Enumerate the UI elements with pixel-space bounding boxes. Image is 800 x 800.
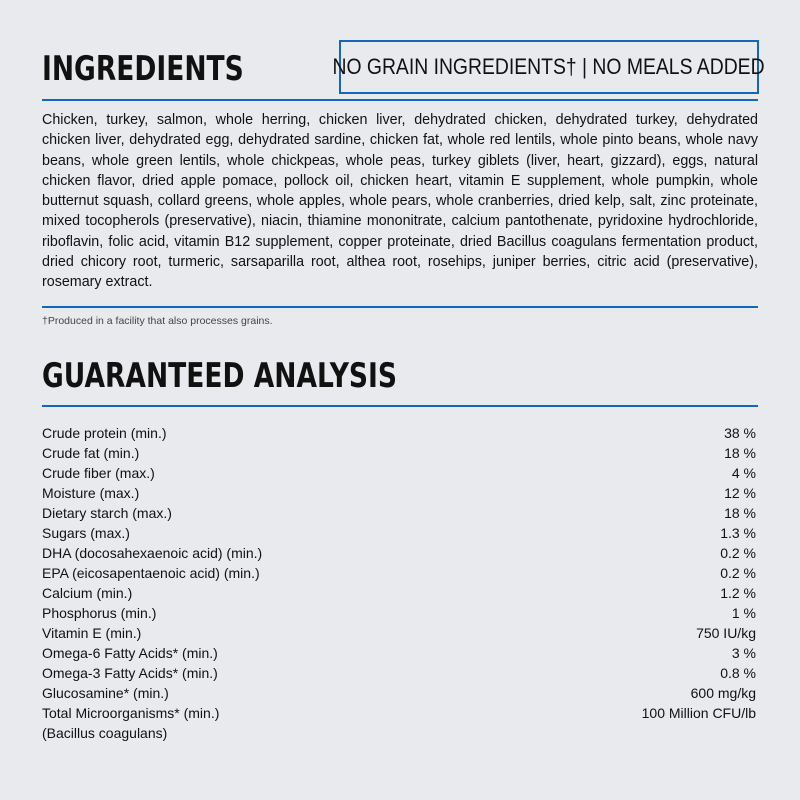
analysis-row bbox=[42, 543, 756, 563]
nutrient-name: Omega-6 Fatty Acids* (min.) bbox=[42, 645, 218, 661]
nutrient-value: 100 Million CFU/lb bbox=[641, 705, 756, 721]
nutrient-value: 750 IU/kg bbox=[696, 625, 756, 641]
nutrient-value: 1 % bbox=[731, 605, 756, 621]
nutrient-value: 18 % bbox=[724, 505, 756, 521]
nutrient-value: 12 % bbox=[724, 485, 756, 501]
nutrient-name: Glucosamine* (min.) bbox=[42, 685, 169, 701]
nutrient-value: 1.3 % bbox=[720, 525, 756, 541]
nutrient-name: Omega-3 Fatty Acids* (min.) bbox=[42, 665, 218, 681]
nutrient-name: Moisture (max.) bbox=[42, 485, 140, 501]
grain-free-badge bbox=[332, 40, 766, 94]
nutrient-name: Crude fiber (max.) bbox=[42, 465, 155, 481]
analysis-row bbox=[42, 683, 756, 703]
nutrient-name: Sugars (max.) bbox=[42, 525, 130, 541]
nutrient-name: EPA (eicosapentaenoic acid) (min.) bbox=[42, 565, 260, 581]
nutrient-name: Crude protein (min.) bbox=[42, 425, 167, 441]
nutrient-name: Dietary starch (max.) bbox=[42, 505, 172, 521]
analysis-row bbox=[42, 503, 756, 523]
analysis-row bbox=[42, 523, 756, 543]
analysis-row bbox=[42, 643, 756, 663]
ingredients-list: Chicken, turkey, salmon, whole herring, chicken liver, dehydrated chicken, dehydrated turkey, dehydrated chicken liver, dehydrated egg, dehydrated sardine, chicken fat, whole red lentils, whole pinto beans, whole navy beans, whole green lentils, whole chickpeas, whole peas, turkey giblets (liver, heart, gizzard), eggs, natural chicken flavor, dried apple pomace, pollock oil, chicken heart, vitamin E supplement, whole pumpkin, whole butternut squash, collard greens, whole apples, whole pears, whole cranberries, dried kelp, salt, zinc proteinate, mixed tocopherols (preservative), niacin, thiamine mononitrate, calcium pantothenate, pyridoxine hydrochloride, riboflavin, folic acid, vitamin B12 supplement, copper proteinate, dried Bacillus coagulans fermentation product, dried chicory root, turmeric, sarsaparilla root, althea root, rosehips, juniper berries, citric acid (preservative), rosemary extract. bbox=[42, 112, 758, 291]
nutrient-value: 0.2 % bbox=[720, 565, 756, 581]
badge-text: NO GRAIN INGREDIENTS† | NO MEALS ADDED bbox=[332, 54, 766, 79]
nutrient-name: Vitamin E (min.) bbox=[42, 625, 142, 641]
nutrient-name: (Bacillus coagulans) bbox=[42, 725, 168, 741]
analysis-row bbox=[42, 663, 756, 683]
analysis-row bbox=[42, 703, 756, 723]
analysis-row bbox=[42, 563, 756, 583]
nutrient-name: Calcium (min.) bbox=[42, 585, 133, 601]
analysis-row bbox=[42, 583, 756, 603]
divider-analysis-top bbox=[42, 405, 758, 407]
analysis-row bbox=[42, 723, 756, 743]
analysis-row bbox=[42, 423, 756, 443]
analysis-row bbox=[42, 603, 756, 623]
analysis-table bbox=[42, 423, 756, 743]
nutrient-value: 3 % bbox=[731, 645, 756, 661]
nutrient-name: Crude fat (min.) bbox=[42, 445, 140, 461]
nutrient-value: 600 mg/kg bbox=[690, 685, 756, 701]
divider-ingredients-top bbox=[42, 99, 758, 101]
nutrient-value: 4 % bbox=[731, 465, 756, 481]
analysis-row bbox=[42, 443, 756, 463]
analysis-row bbox=[42, 463, 756, 483]
nutrient-name: DHA (docosahexaenoic acid) (min.) bbox=[42, 545, 263, 561]
guaranteed-analysis-heading: GUARANTEED ANALYSIS bbox=[42, 356, 398, 396]
nutrient-value: 0.8 % bbox=[720, 665, 756, 681]
ingredients-heading: INGREDIENTS bbox=[42, 49, 244, 89]
nutrient-value: 1.2 % bbox=[720, 585, 756, 601]
nutrient-value: 38 % bbox=[724, 425, 756, 441]
nutrient-value: 0.2 % bbox=[720, 545, 756, 561]
nutrient-name: Phosphorus (min.) bbox=[42, 605, 157, 621]
nutrient-name: Total Microorganisms* (min.) bbox=[42, 705, 220, 721]
analysis-row bbox=[42, 623, 756, 643]
divider-ingredients-bottom bbox=[42, 306, 758, 308]
grain-footnote: †Produced in a facility that also processes grains. bbox=[42, 315, 273, 327]
analysis-row bbox=[42, 483, 756, 503]
nutrient-value: 18 % bbox=[724, 445, 756, 461]
